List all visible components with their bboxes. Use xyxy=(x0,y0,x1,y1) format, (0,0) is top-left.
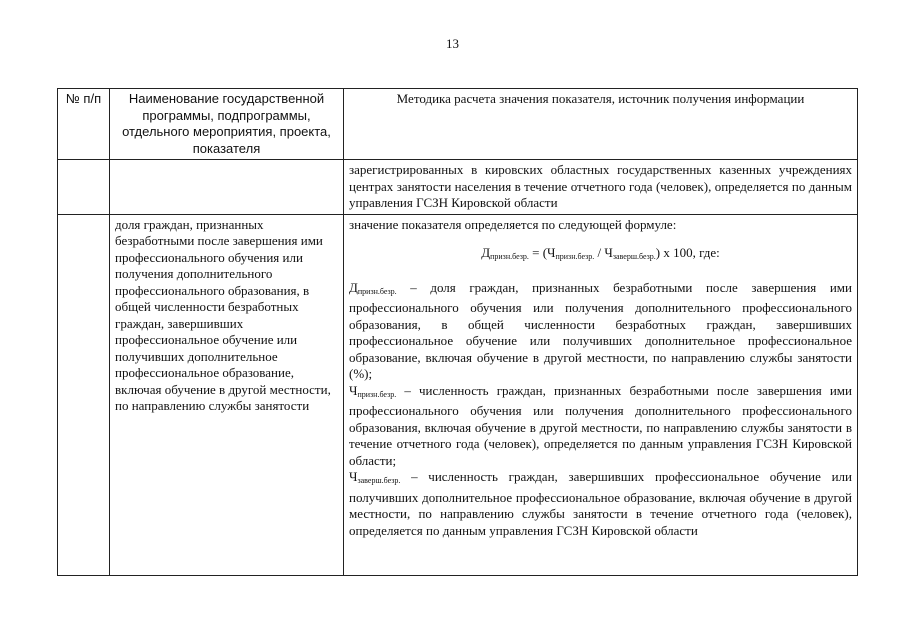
definition xyxy=(349,280,852,383)
definition xyxy=(349,383,852,470)
definition-text: – численность граждан, признанных безработными после завершения ими профессионального обучения или получения дополнительного профессионального образования, включая обучение в другой местности, по направлению службы занятости в течение отчетного года (человек), определяется по данным управления ГСЗН Кировской области; xyxy=(349,382,852,468)
definition-text: – доля граждан, признанных безработными после завершения ими профессионального обучения или получения дополнительного профессионального образования, в общей численности безработных граждан, завершивших профессиональное обучение или получивших дополнительное профессиональное образование, включая обучение в другой местности, по направлению службы занятости (%); xyxy=(349,279,852,381)
formula-div: / Ч xyxy=(594,245,613,260)
method-intro: значение показателя определяется по следующей формуле: xyxy=(349,216,677,232)
formula-tail: ) х 100, где: xyxy=(655,245,720,260)
definition-symbol: Д xyxy=(349,279,358,295)
definition xyxy=(349,469,852,539)
definition-sub: призн.безр. xyxy=(357,389,397,399)
row-number-cell xyxy=(58,160,110,215)
formula-eq: = (Ч xyxy=(528,245,556,260)
definition-symbol: Ч xyxy=(349,469,358,484)
formula-num-sub: призн.безр. xyxy=(555,252,595,261)
definition-symbol: Ч xyxy=(349,382,358,398)
page-number: 13 xyxy=(446,36,459,51)
table-row xyxy=(58,214,858,575)
row-number-cell xyxy=(58,214,110,575)
formula xyxy=(349,245,852,266)
header-method: Методика расчета значения показателя, источник получения информации xyxy=(344,89,858,160)
header-name: Наименование государственной программы, подпрограммы, отдельного мероприятия, проекта, показателя xyxy=(110,89,344,160)
definition-sub: заверш.безр. xyxy=(357,476,401,485)
indicator-name: доля граждан, признанных безработными после завершения ими профессионального обучения или получения дополнительного профессионального образования, в общей численности безработных граждан, завершивших профессиональное обучение или получивших дополнительное профессиональное образование, включая обучение в другой местности, по направлению службы занятости xyxy=(110,214,344,575)
indicator-table xyxy=(57,88,858,576)
table-header-row xyxy=(58,89,858,160)
formula-den-sub: заверш.безр. xyxy=(612,252,656,261)
row-name-cell xyxy=(110,160,344,215)
definition-text: – численность граждан, завершивших профессиональное обучение или получивших дополнительное профессиональное образование, включая обучение в другой местности, по направлению службы занятости в течение отчетного года (человек), определяется по данным управления ГСЗН Кировской области xyxy=(349,469,852,538)
formula-lhs: Д xyxy=(481,245,491,260)
table-row xyxy=(58,160,858,215)
header-number: № п/п xyxy=(58,89,110,160)
formula-lhs-sub: призн.безр. xyxy=(490,252,529,261)
definition-sub: призн.безр. xyxy=(357,286,397,296)
indicator-method-cell xyxy=(344,214,858,575)
continued-method-text: зарегистрированных в кировских областных государственных казенных учреждениях центрах занятости населения в течение отчетного года (человек), определяется по данным управления ГСЗН Кировской области xyxy=(344,160,858,215)
